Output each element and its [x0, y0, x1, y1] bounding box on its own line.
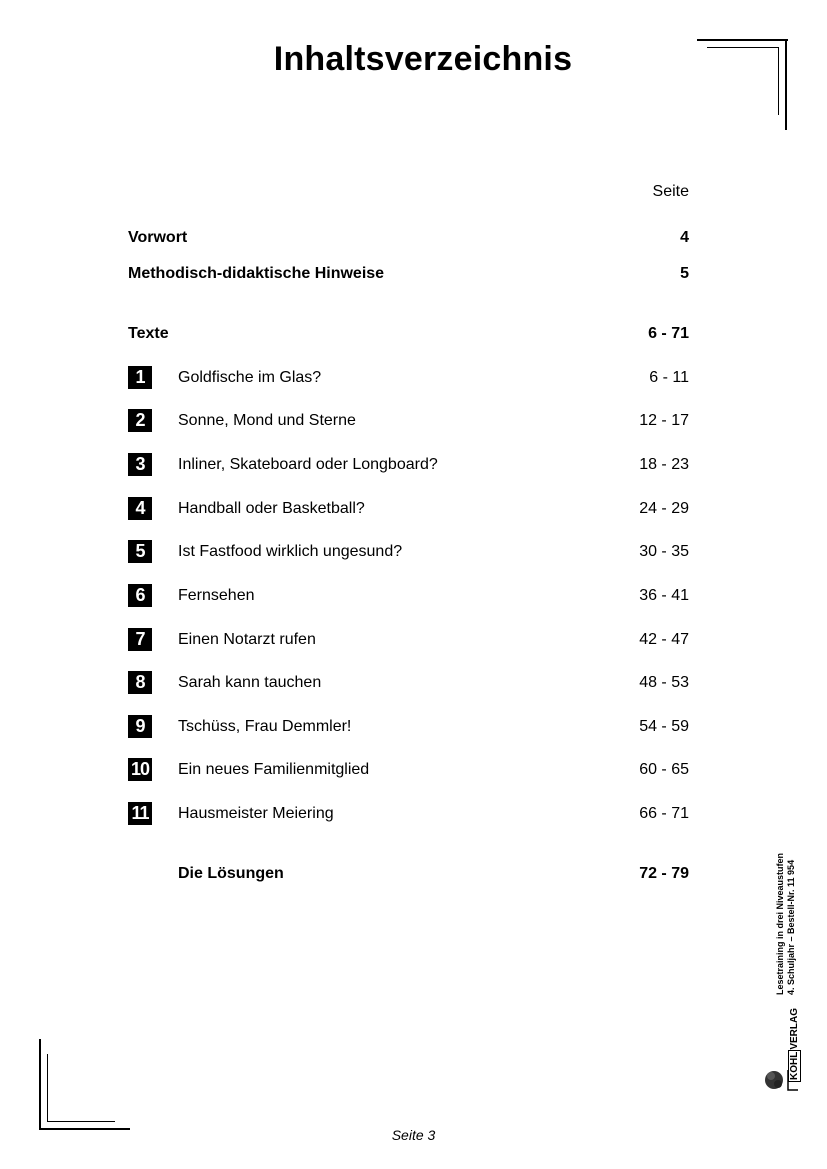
entry-pages: 12 - 17	[639, 412, 689, 429]
toc-entry[interactable]	[128, 497, 689, 521]
entry-title: Inliner, Skateboard oder Longboard?	[178, 456, 438, 473]
entry-pages: 48 - 53	[639, 674, 689, 691]
entry-pages: 18 - 23	[639, 456, 689, 473]
entry-number-badge: 7	[128, 628, 152, 651]
entry-number-badge: 5	[128, 540, 152, 563]
toc-label: Die Lösungen	[178, 865, 284, 882]
entry-number-badge: 4	[128, 497, 152, 520]
toc-pages: 72 - 79	[639, 865, 689, 882]
entry-number-badge: 8	[128, 671, 152, 694]
entry-pages: 36 - 41	[639, 587, 689, 604]
entry-number-badge: 2	[128, 409, 152, 432]
imprint-line-1: Lesetraining in drei Niveaustufen	[775, 852, 785, 995]
publisher-name-a: KOHL	[789, 1051, 800, 1080]
entry-title: Ein neues Familienmitglied	[178, 761, 370, 778]
entry-title: Goldfische im Glas?	[178, 369, 322, 386]
entry-pages: 30 - 35	[639, 543, 689, 560]
toc-entry[interactable]	[128, 715, 689, 739]
page-title: Inhaltsverzeichnis	[273, 40, 573, 78]
toc-row-loesungen[interactable]	[128, 862, 689, 886]
entry-pages: 24 - 29	[639, 500, 689, 517]
entry-title: Fernsehen	[178, 587, 255, 604]
book-imprint	[775, 853, 797, 995]
toc-row-vorwort[interactable]	[128, 226, 689, 250]
entry-title: Tschüss, Frau Demmler!	[178, 718, 352, 735]
toc-section-label: Texte	[128, 325, 169, 342]
toc-entry[interactable]	[128, 802, 689, 826]
toc-row-hinweise[interactable]	[128, 262, 689, 286]
entry-number-badge: 3	[128, 453, 152, 476]
toc-entry[interactable]	[128, 366, 689, 390]
toc-pages: 5	[680, 265, 689, 282]
entry-pages: 60 - 65	[639, 761, 689, 778]
toc-pages: 4	[680, 229, 689, 246]
entry-number-badge: 9	[128, 715, 152, 738]
entry-number-badge: 1	[128, 366, 152, 389]
toc-row-texte[interactable]	[128, 322, 689, 346]
entry-title: Handball oder Basketball?	[178, 500, 365, 517]
imprint-line-2: 4. Schuljahr – Bestell-Nr. 11 954	[786, 859, 796, 995]
entry-pages: 66 - 71	[639, 805, 689, 822]
toc-entry[interactable]	[128, 453, 689, 477]
entry-number-badge: 6	[128, 584, 152, 607]
toc-entry[interactable]	[128, 628, 689, 652]
entry-pages: 42 - 47	[639, 631, 689, 648]
entry-title: Sarah kann tauchen	[178, 674, 322, 691]
publisher-name-b: VERLAG	[789, 1007, 800, 1050]
entry-number-badge: 10	[128, 758, 152, 781]
page-number: Seite 3	[391, 1127, 436, 1143]
publisher-logo-icon	[762, 1064, 802, 1096]
column-header-pages: Seite	[652, 183, 689, 200]
entry-title: Sonne, Mond und Sterne	[178, 412, 356, 429]
entry-title: Hausmeister Meiering	[178, 805, 334, 822]
entry-number-badge: 11	[128, 802, 152, 825]
entry-pages: 6 - 11	[649, 369, 689, 386]
toc-entry[interactable]	[128, 409, 689, 433]
entry-title: Ist Fastfood wirklich ungesund?	[178, 543, 403, 560]
toc-entry[interactable]	[128, 540, 689, 564]
toc-pages: 6 - 71	[648, 325, 689, 342]
toc-entry[interactable]	[128, 584, 689, 608]
toc-label: Vorwort	[128, 229, 188, 246]
toc-entry[interactable]	[128, 671, 689, 695]
toc-entry[interactable]	[128, 758, 689, 782]
toc-label: Methodisch-didaktische Hinweise	[128, 265, 385, 282]
entry-title: Einen Notarzt rufen	[178, 631, 316, 648]
entry-pages: 54 - 59	[639, 718, 689, 735]
